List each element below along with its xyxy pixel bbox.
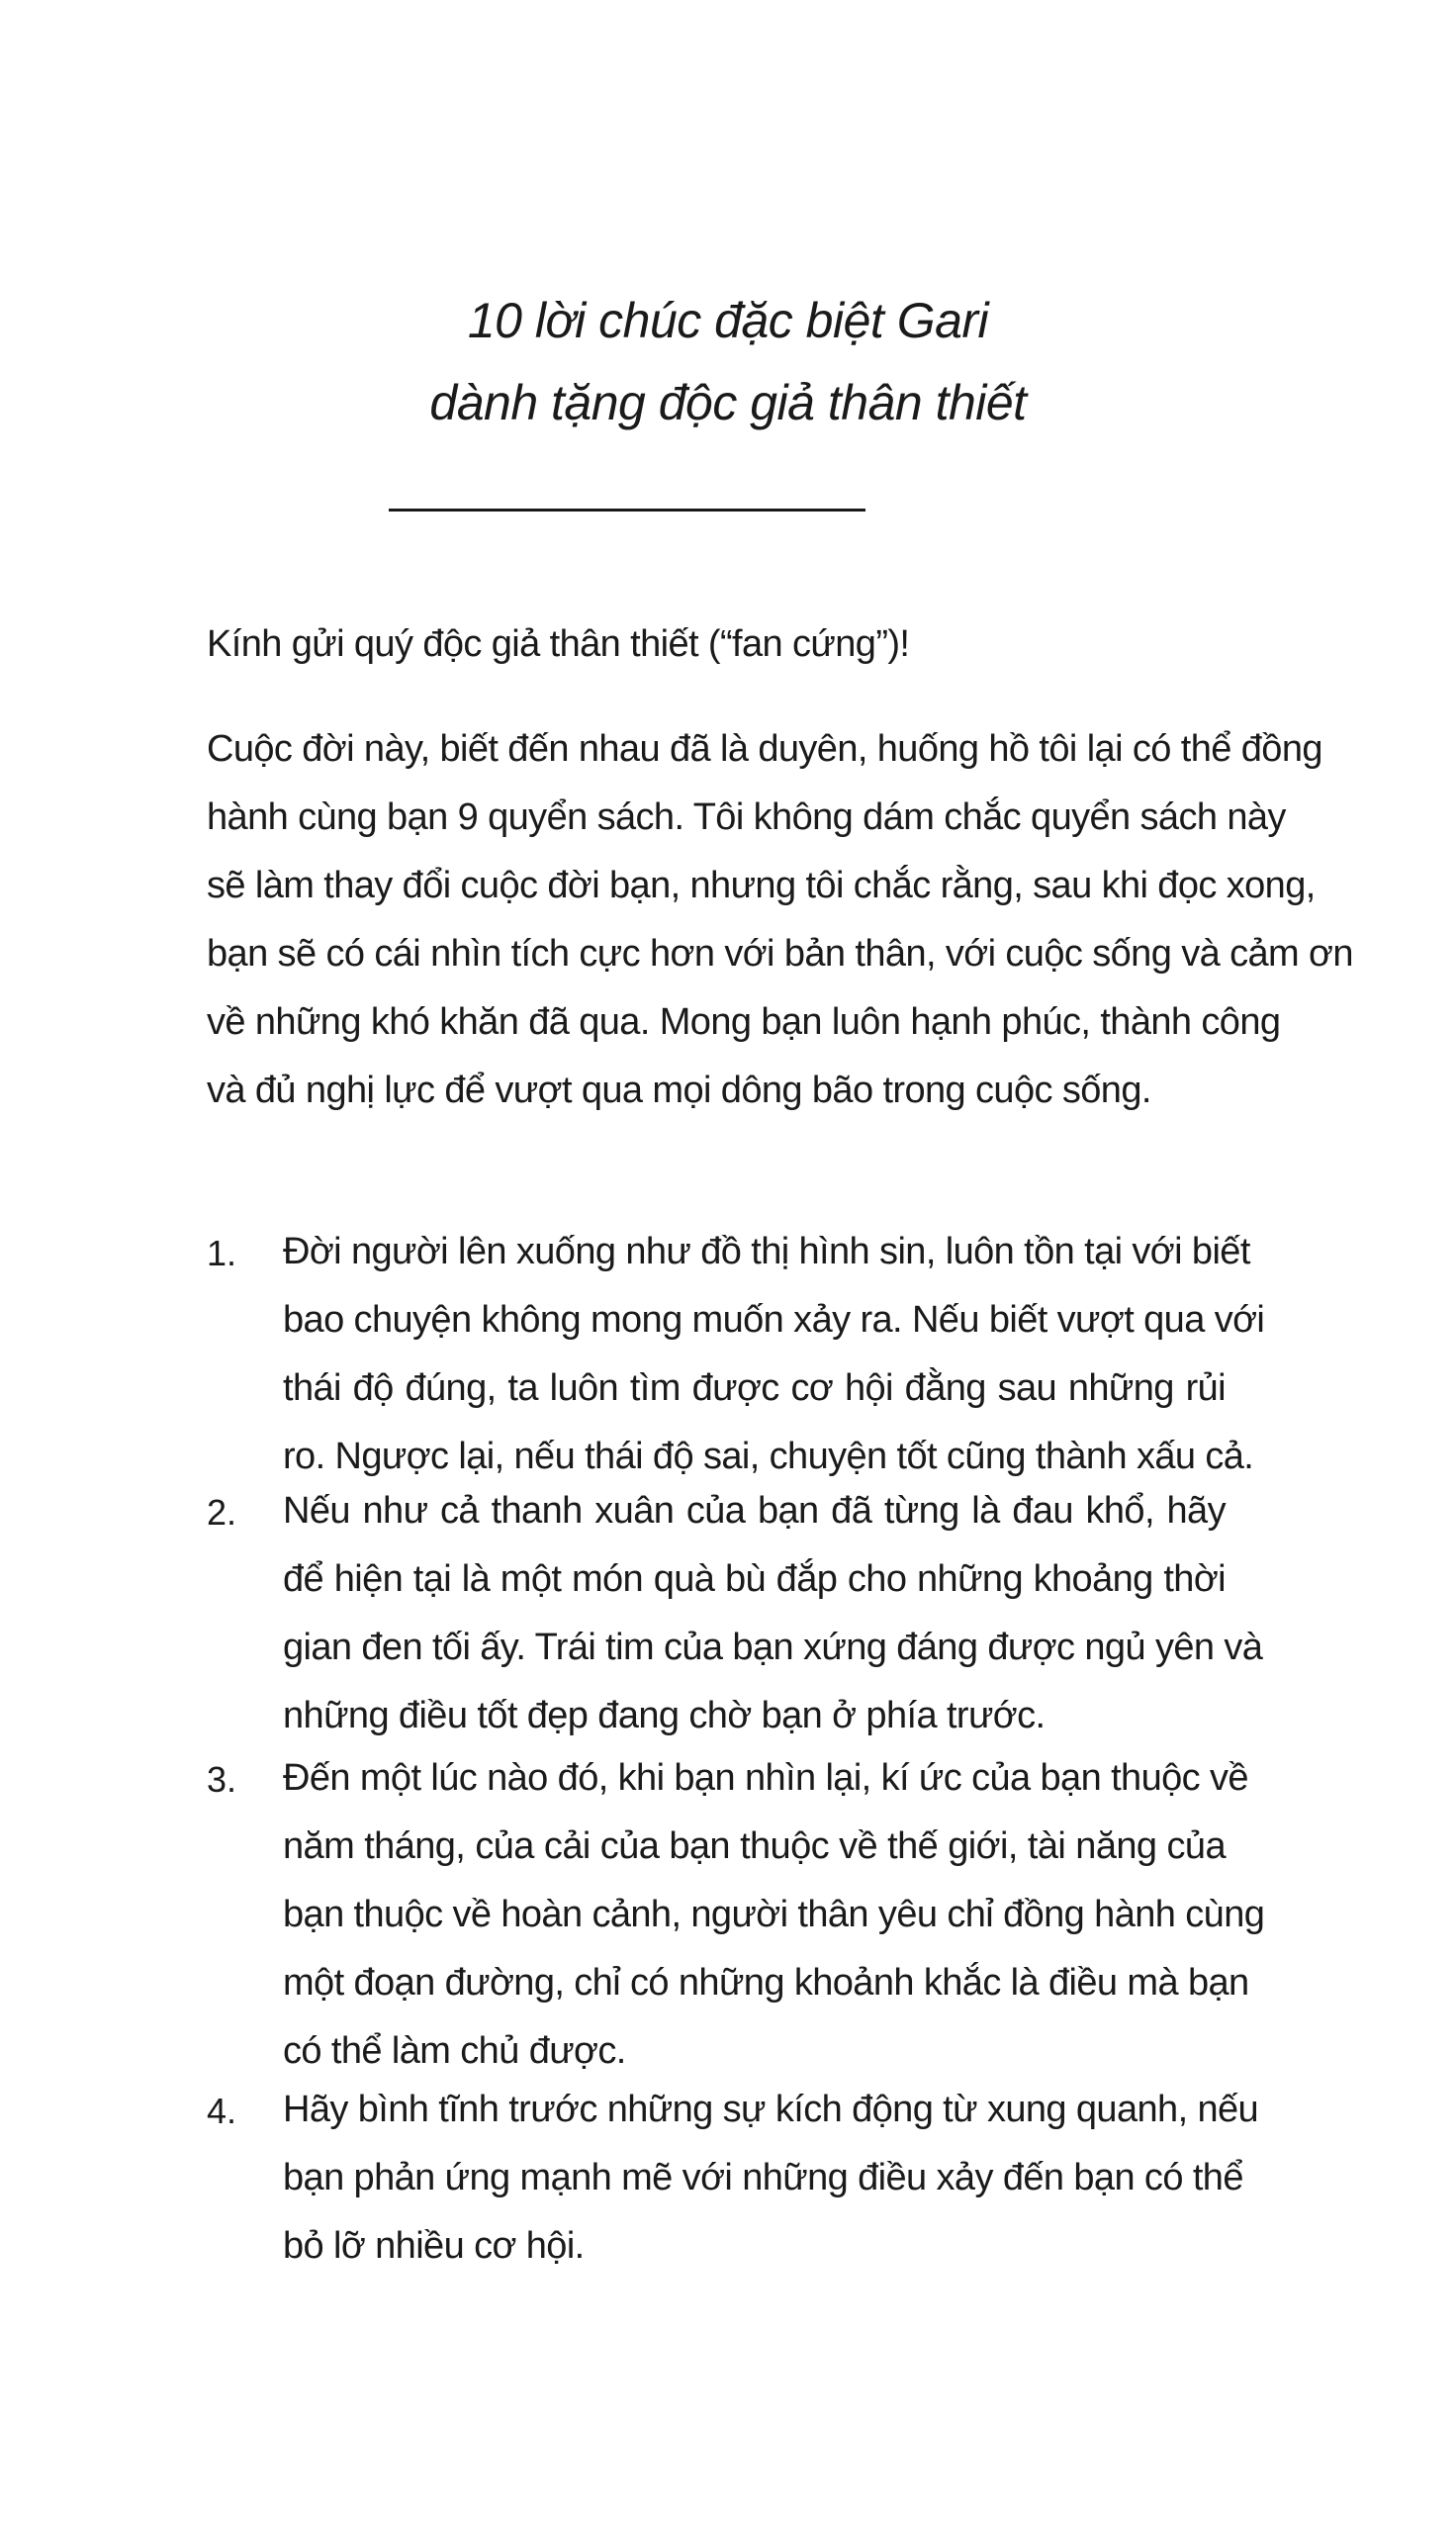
text-line: sẽ làm thay đổi cuộc đời bạn, nhưng tôi chắc rằng, sau khi đọc xong,	[207, 865, 1316, 906]
text-line: Hãy bình tĩnh trước những sự kích động từ xung quanh, nếu	[283, 2089, 1259, 2130]
text-line: bỏ lỡ nhiều cơ hội.	[283, 2225, 585, 2267]
text-line: bạn thuộc về hoàn cảnh, người thân yêu chỉ đồng hành cùng	[283, 1894, 1265, 1935]
title-line-2: dành tặng độc giả thân thiết	[429, 375, 1027, 430]
text-line: thái độ đúng, ta luôn tìm được cơ hội đằng sau những rủi	[283, 1367, 1226, 1409]
text-line: ro. Ngược lại, nếu thái độ sai, chuyện tốt cũng thành xấu cả.	[283, 1436, 1254, 1477]
text-line: gian đen tối ấy. Trái tim của bạn xứng đáng được ngủ yên và	[283, 1627, 1263, 1668]
list-item-number: 1.	[207, 1233, 237, 1273]
list-item-number: 3.	[207, 1759, 237, 1800]
list-item-number: 2.	[207, 1492, 237, 1533]
text-line: có thể làm chủ được.	[283, 2030, 626, 2072]
text-line: Nếu như cả thanh xuân của bạn đã từng là đau khổ, hãy	[283, 1490, 1226, 1532]
salutation: Kính gửi quý độc giả thân thiết (“fan cứng”)!	[207, 623, 910, 665]
text-line: hành cùng bạn 9 quyển sách. Tôi không dám chắc quyển sách này	[207, 796, 1286, 838]
text-line: Đến một lúc nào đó, khi bạn nhìn lại, kí ức của bạn thuộc về	[283, 1757, 1248, 1799]
text-line: bao chuyện không mong muốn xảy ra. Nếu biết vượt qua với	[283, 1299, 1265, 1341]
text-line: và đủ nghị lực để vượt qua mọi dông bão trong cuộc sống.	[207, 1070, 1151, 1111]
text-line: Cuộc đời này, biết đến nhau đã là duyên, huống hồ tôi lại có thể đồng	[207, 728, 1322, 770]
list-item-number: 4.	[207, 2091, 237, 2131]
title-line-1: 10 lời chúc đặc biệt Gari	[467, 293, 989, 348]
text-line: những điều tốt đẹp đang chờ bạn ở phía trước.	[283, 1695, 1046, 1736]
text-line: bạn phản ứng mạnh mẽ với những điều xảy đến bạn có thể	[283, 2157, 1243, 2198]
text-line: bạn sẽ có cái nhìn tích cực hơn với bản thân, với cuộc sống và cảm ơn	[207, 933, 1353, 975]
text-line: về những khó khăn đã qua. Mong bạn luôn hạnh phúc, thành công	[207, 1001, 1281, 1043]
text-line: năm tháng, của cải của bạn thuộc về thế giới, tài năng của	[283, 1825, 1226, 1867]
title-divider	[389, 509, 865, 512]
text-line: Đời người lên xuống như đồ thị hình sin, luôn tồn tại với biết	[283, 1231, 1250, 1272]
text-line: một đoạn đường, chỉ có những khoảnh khắc là điều mà bạn	[283, 1962, 1249, 2004]
text-line: để hiện tại là một món quà bù đắp cho những khoảng thời	[283, 1558, 1226, 1600]
